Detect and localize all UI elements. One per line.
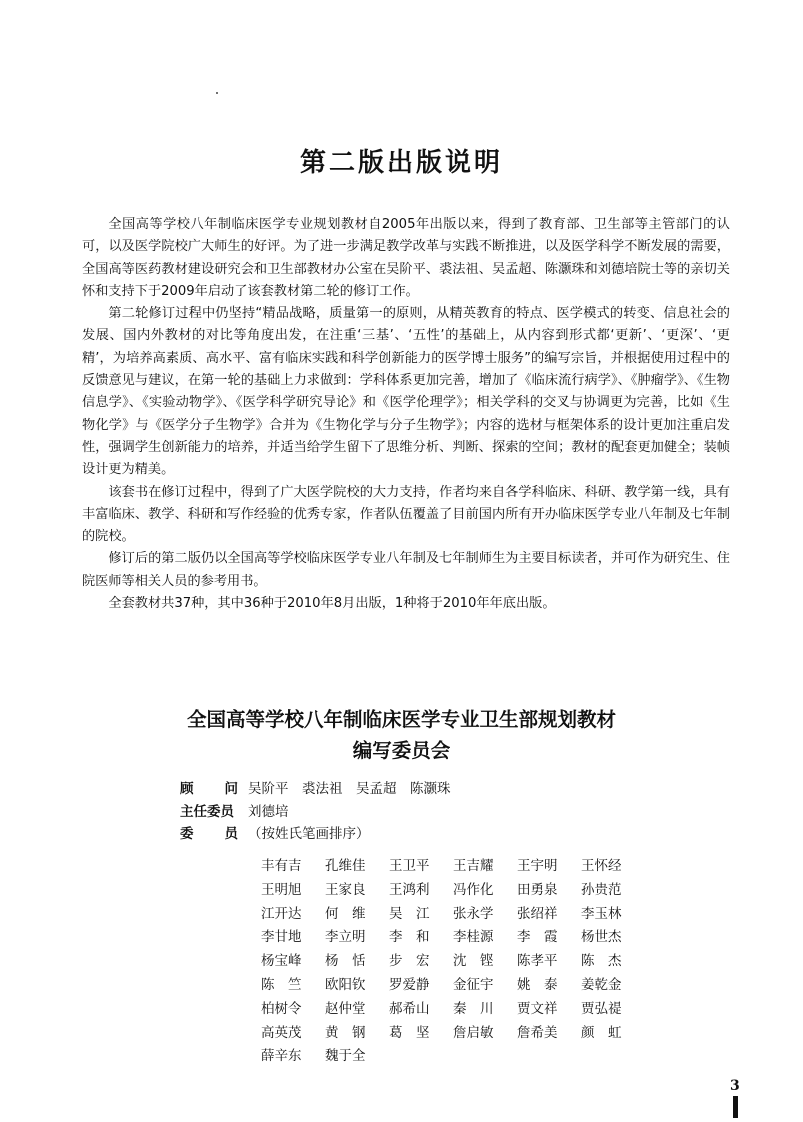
member-name: 贾文祥 [517, 1000, 558, 1017]
members-row [180, 823, 700, 846]
member-name: 王卫平 [389, 858, 430, 874]
member-name: 李立明 [325, 929, 366, 946]
member-name: 柏树令 [261, 1000, 302, 1017]
member-name: 杨宝峰 [261, 953, 302, 970]
committee-title-line2: 编写委员会 [352, 739, 451, 762]
member-name: 詹启敏 [453, 1024, 494, 1041]
page-edge-marker [733, 1096, 738, 1118]
paragraph: 全国高等学校八年制临床医学专业规划教材自2005年出版以来，得到了教育部、卫生部等主管部门的认可，以及医学院校广大师生的好评。为了进一步满足教学改革与实践不断推进，以及医学科学不断发展的需要，全国高等医药教材建设研究会和卫生部教材办公室在吴阶平、裘法祖、吴孟超、陈灏珠和刘德培院士等的亲切关怀和支持下于2009年启动了该套教材第二轮的修订工作。 [82, 217, 730, 299]
member-name: 陈 杰 [581, 953, 622, 970]
advisors-names: 吴阶平 裘法祖 吴孟超 陈灏珠 [248, 781, 451, 797]
member-name: 王鸿利 [389, 881, 430, 898]
member-name: 王明旭 [261, 881, 302, 898]
chair-name: 刘德培 [248, 803, 289, 820]
member-name: 黄 钢 [325, 1024, 366, 1041]
member-name: 孙贵范 [581, 881, 622, 898]
member-name: 李桂源 [453, 929, 494, 946]
member-name: 魏于全 [325, 1048, 366, 1065]
chair-row [180, 801, 700, 824]
paragraph: 第二轮修订过程中仍坚持“精品战略，质量第一的原则，从精英教育的特点、医学模式的转变、信息社会的发展、国内外教材的对比等角度出发，在注重‘三基’、‘五性’的基础上，从内容到形式都‘更新’、‘更深’、‘更精’，为培养高素质、高水平、富有临床实践和科学创新能力的医学博士服务”的编写宗旨，并根据使用过程中的反馈意见与建议，在第一轮的基础上力求做到：学科体系更加完善，增加了《临床流行病学》、《肿瘤学》、《生物信息学》、《实验动物学》、《医学科学研究导论》和《医学伦理学》；相关学科的交叉与协调更为完善，比如《生物化学》与《医学分子生物学》合并为《生物化学与分子生物学》；内容的选材与框架体系的设计更加注重启发性，强调学生创新能力的培养，并适当给学生留下了思维分析、判断、探索的空间；教材的配套更加健全；装帧设计更为精美。 [82, 306, 730, 478]
member-name: 李玉林 [581, 905, 622, 922]
member-name: 姚 泰 [517, 976, 558, 993]
member-name: 王吉耀 [453, 858, 494, 874]
member-name: 张永学 [453, 905, 494, 922]
member-name: 吴 江 [389, 905, 430, 922]
paragraph: 该套书在修订过程中，得到了广大医学院校的大力支持，作者均来自各学科临床、科研、教学第一线，具有丰富临床、教学、科研和写作经验的优秀专家，作者队伍覆盖了目前国内所有开办临床医学专业八年制及七年制的院校。 [82, 484, 730, 545]
member-name: 江开达 [261, 905, 302, 922]
member-name: 沈 铿 [453, 953, 494, 970]
scan-speck [216, 92, 218, 94]
member-name: 欧阳钦 [325, 976, 366, 993]
member-name: 丰有吉 [261, 858, 302, 874]
members-grid [261, 854, 661, 1068]
advisors-label: 顾 问 [180, 781, 238, 797]
member-name: 金征宇 [453, 976, 494, 993]
member-name: 秦 川 [453, 1000, 494, 1017]
member-name: 李 和 [389, 929, 430, 946]
member-name: 杨世杰 [581, 929, 622, 946]
members-note: （按姓氏笔画排序） [248, 826, 370, 842]
member-name: 王宇明 [517, 858, 558, 874]
advisors-row [180, 778, 700, 801]
member-name: 田勇泉 [517, 881, 558, 898]
member-name: 陈孝平 [517, 953, 558, 970]
member-name: 贾弘禔 [581, 1000, 622, 1017]
member-name: 王家良 [325, 881, 366, 898]
member-name: 赵仲堂 [325, 1000, 366, 1017]
member-name: 张绍祥 [517, 905, 558, 922]
member-name: 杨 恬 [325, 953, 366, 970]
member-name: 王怀经 [581, 858, 622, 874]
paragraph: 修订后的第二版仍以全国高等学校临床医学专业八年制及七年制师生为主要目标读者，并可作为研究生、住院医师等相关人员的参考用书。 [82, 551, 730, 589]
member-name: 颜 虹 [581, 1024, 622, 1041]
chair-label: 主任委员 [180, 803, 234, 820]
preface-body [82, 214, 730, 615]
committee-title-line1: 全国高等学校八年制临床医学专业卫生部规划教材 [186, 708, 616, 731]
member-name: 孔维佳 [325, 858, 366, 874]
committee-roles [180, 778, 700, 846]
member-name: 李甘地 [261, 929, 302, 946]
member-name: 高英茂 [261, 1024, 302, 1041]
paragraph: 全套教材共37种，其中36种于2010年8月出版，1种将于2010年年底出版。 [108, 596, 556, 612]
member-name: 姜乾金 [581, 976, 622, 993]
member-name: 罗爱静 [389, 976, 430, 993]
member-name: 葛 坚 [389, 1024, 430, 1041]
page-title: 第二版出版说明 [299, 148, 503, 178]
member-name: 陈 竺 [261, 976, 302, 993]
member-name: 郝希山 [389, 1000, 430, 1017]
member-name: 薛辛东 [261, 1048, 302, 1065]
members-label: 委 员 [180, 826, 238, 842]
member-name: 何 维 [325, 905, 366, 922]
member-name: 詹希美 [517, 1024, 558, 1041]
committee-heading [0, 704, 803, 766]
member-name: 步 宏 [389, 953, 430, 970]
member-name: 李 霞 [517, 929, 558, 946]
member-name: 冯作化 [453, 881, 494, 898]
page-number: 3 [730, 1078, 740, 1094]
